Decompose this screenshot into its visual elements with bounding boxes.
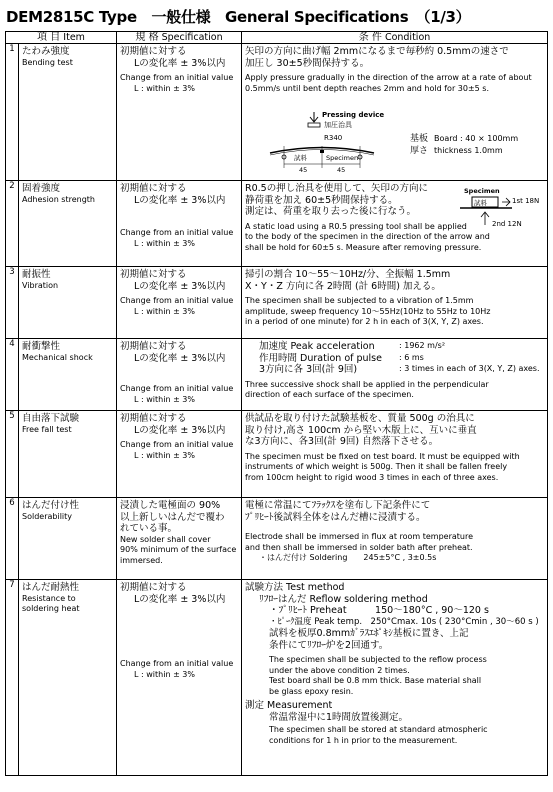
row-number: 1 <box>6 44 19 181</box>
spec-table <box>5 31 548 776</box>
thickness-label-en: thickness 1.0mm <box>434 146 503 155</box>
header-condition: 条 件 Condition <box>242 32 548 44</box>
spec-cell: 初期値に対する Lの変化率 ± 3%以内 Change from an initial value L : within ± 3% <box>117 44 242 181</box>
table-row <box>6 267 548 339</box>
item-cell: 耐衝撃性 Mechanical shock <box>19 339 117 411</box>
pressing-device-ja: 加圧治具 <box>324 121 353 129</box>
row-number: 4 <box>6 339 19 411</box>
pressure-arrow-icon <box>310 112 318 122</box>
item-cell: 耐振性 Vibration <box>19 267 117 339</box>
pressing-device-label: Pressing device <box>322 111 385 119</box>
spec-cell: 初期値に対する Lの変化率 ± 3%以内 Change from an initial value L : within ± 3% <box>117 411 242 498</box>
table-row <box>6 498 548 580</box>
row-number: 3 <box>6 267 19 339</box>
spec-cell: 初期値に対する Lの変化率 ± 3%以内 Change from an initial value L : within ± 3% <box>117 339 242 411</box>
row-number: 2 <box>6 181 19 267</box>
thickness-label-ja: 厚さ <box>410 146 429 156</box>
board-label-en: Board : 40 × 100mm <box>434 134 519 143</box>
board-label-ja: 基板 <box>410 134 429 144</box>
condition-cell: R0.5の押し治具を使用して、矢印の方向に 静荷重を加え 60±5秒間保持する。 測定は、荷重を取り去った後に行なう。 A static load using a R0.5 pressing tool shall be applied to the body of the specimen in the direction of the arrow and shall be hold for 60±5 s. Measure after removing pressure. Specimen 試料 1st 18N 2nd 12N <box>242 181 548 267</box>
dimension-left: 45 <box>299 166 308 174</box>
item-cell: 固着強度 Adhesion strength <box>19 181 117 267</box>
adhesion-diagram <box>452 183 547 233</box>
load-arrow-up-icon <box>481 212 489 225</box>
item-cell: たわみ強度 Bending test <box>19 44 117 181</box>
specimen-label: Specimen <box>464 187 500 195</box>
table-header <box>6 32 548 44</box>
radius-label: R340 <box>324 134 343 142</box>
table-row <box>6 339 548 411</box>
condition-cell: 掃引の割合 10～55～10Hz/分、全振幅 1.5mm X・Y・Z 方向に各 2時間 (計 6時間) 加える。 The specimen shall be subjected to a vibration of 1.5mm amplitude, sweep frequency 10～55Hz(10Hz to 55Hz to 10Hz in a period of one minute) for 2 h in each of 3(X, Y, Z) axes. <box>242 267 548 339</box>
specimen-label: Specimen <box>326 154 359 162</box>
table-row <box>6 580 548 776</box>
sample-label: 試料 <box>294 154 308 162</box>
table-row <box>6 181 548 267</box>
item-cell: はんだ付け性 Solderability <box>19 498 117 580</box>
bending-test-diagram <box>242 106 542 176</box>
sample-label: 試料 <box>474 199 488 207</box>
spec-cell: 初期値に対する Lの変化率 ± 3%以内 Change from an initial value L : within ± 3% <box>117 580 242 776</box>
spec-cell: 初期値に対する Lの変化率 ± 3%以内 Change from an initial value L : within ± 3% <box>117 181 242 267</box>
first-load-label: 1st 18N <box>512 197 540 205</box>
spec-cell: 初期値に対する Lの変化率 ± 3%以内 Change from an initial value L : within ± 3% <box>117 267 242 339</box>
condition-cell: 矢印の方向に曲げ幅 2mmになるまで毎秒約 0.5mmの速さで 加圧し 30±5秒間保持する。 Apply pressure gradually in the direction of the arrow at a rate of about 0.5mm/s until bent depth reaches 2mm and hold for 30±5 s. Pressing device 加圧治具 R340 試料 Specimen 45 45 基板 Board : 40 × 100mm 厚さ thickness 1.0mm <box>242 44 548 181</box>
table-row <box>6 44 548 181</box>
load-arrow-icon <box>502 198 510 206</box>
condition-cell: 供試品を取り付けた試験基板を、質量 500g の治具に 取り付け,高さ 100cm から堅い木版上に、互いに垂直 な3方向に、各3回(計 9回) 自然落下させる。 The specimen must be fixed on test board. It must be equipped with instruments of which weight is 500g. Then it shall be fallen freely from 100cm height to rigid wood 3 times in each of three axes. <box>242 411 548 498</box>
second-load-label: 2nd 12N <box>492 220 522 228</box>
dimension-right: 45 <box>337 166 346 174</box>
row-number: 6 <box>6 498 19 580</box>
header-item: 項 目 Item <box>6 32 117 44</box>
row-number: 7 <box>6 580 19 776</box>
condition-cell: 加速度 Peak acceleration : 1962 m/s² 作用時間 Duration of pulse : 6 ms 3方向に各 3回(計 9回) : 3 times in each of 3(X, Y, Z) axes. Three successive shock shall be applied in the perpendicular direction of each surface of the specimen. <box>242 339 548 411</box>
item-cell: 自由落下試験 Free fall test <box>19 411 117 498</box>
header-spec: 規 格 Specification <box>117 32 242 44</box>
condition-cell: 試験方法 Test method ﾘﾌﾛｰはんだ Reflow soldering method ・ﾌﾟﾘﾋｰﾄ Preheat 150～180°C , 90～120 s ・ﾋﾟｰｸ温度 Peak temp. 250°Cmax. 10s ( 230°Cmin , 30～60 s ) 試料を板厚0.8mmｶﾞﾗｽｴﾎﾟｷｼ基板に置き、上記 条件にてﾘﾌﾛｰ炉を2回通す。 The specimen shall be subjected to the reflow process under the above condition 2 times. Test board shall be 0.8 mm thick. Base material shall be glass epoxy resin. 測定 Measurement 常温常湿中に1時間放置後測定。 The specimen shall be stored at standard atmospheric conditions for 1 h in prior to the measurement. <box>242 580 548 776</box>
table-row <box>6 411 548 498</box>
spec-cell: 浸漬した電極面の 90% 以上新しいはんだで覆わ れている事。 New solder shall cover 90% minimum of the surface immersed. <box>117 498 242 580</box>
page-title: DEM2815C Type 一般仕様 General Specifications （1/3） <box>6 8 471 26</box>
row-number: 5 <box>6 411 19 498</box>
condition-cell: 電極に常温にてﾌﾗｯｸｽを塗布し下記条件にて ﾌﾟﾘﾋｰﾄ後試料全体をはんだ槽に浸漬する。 Electrode shall be immersed in flux at room temperature and then shall be immersed in solder bath after preheat. ・はんだ付け Soldering 245±5°C , 3±0.5s <box>242 498 548 580</box>
item-cell: はんだ耐熱性 Resistance to soldering heat <box>19 580 117 776</box>
